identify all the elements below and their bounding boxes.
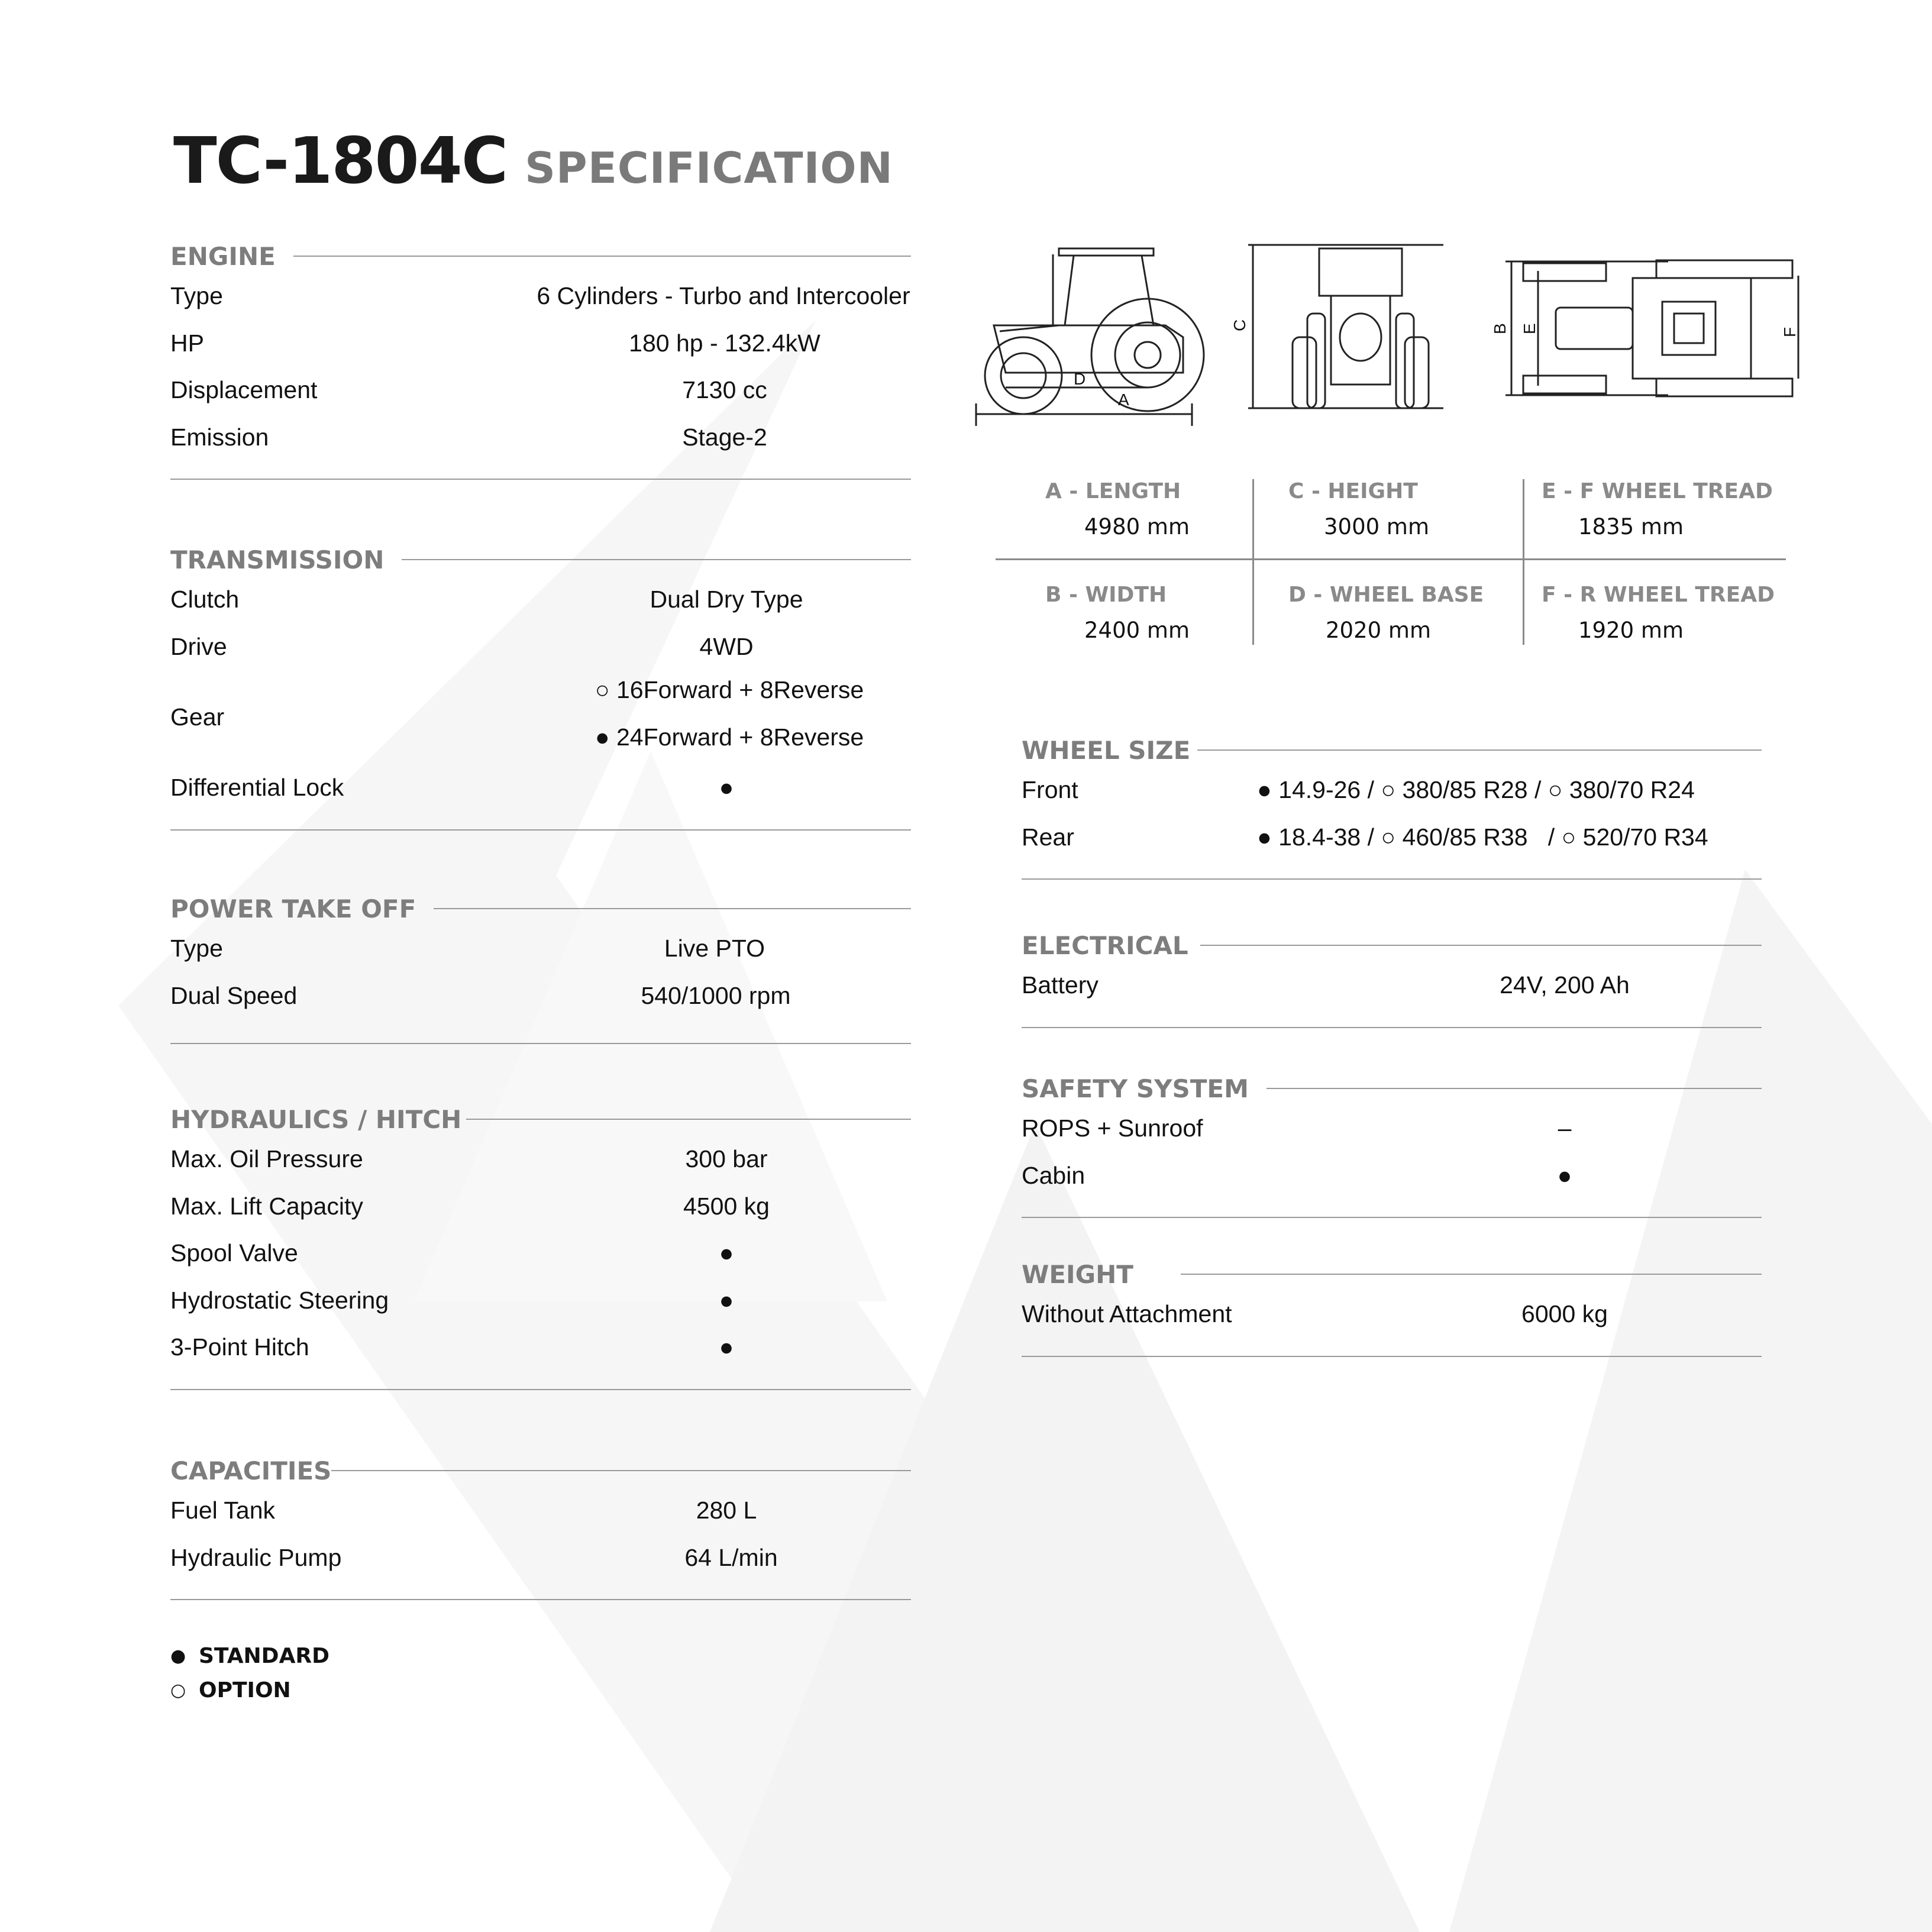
spec-value: 24V, 200 Ah	[1500, 971, 1630, 999]
spec-value: 6000 kg	[1521, 1300, 1608, 1328]
spec-label: Without Attachment	[1022, 1300, 1232, 1328]
dimension-key: D - WHEEL BASE	[1288, 583, 1484, 607]
spec-row	[1022, 767, 1762, 814]
dimension-key: C - HEIGHT	[1288, 479, 1418, 503]
spec-label: Max. Lift Capacity	[170, 1192, 363, 1220]
spec-row	[170, 764, 911, 812]
spec-row	[170, 414, 911, 461]
dimension-cell	[1542, 583, 1802, 660]
spec-value: 300 bar	[685, 1145, 768, 1173]
spec-value: ●	[719, 1333, 734, 1361]
spec-label: ROPS + Sunroof	[1022, 1114, 1203, 1142]
divider	[466, 1119, 911, 1120]
dimension-key: A - LENGTH	[1045, 479, 1181, 503]
section-heading: POWER TAKE OFF	[170, 894, 416, 923]
wheel-size-section	[1022, 734, 1762, 880]
transmission-section	[170, 543, 911, 831]
dim-label-f: F	[1781, 327, 1799, 337]
spec-value: Dual Dry Type	[650, 586, 803, 613]
spec-value: Stage-2	[682, 423, 767, 451]
spec-value: ● 14.9-26 / ○ 380/85 R28 / ○ 380/70 R24	[1257, 776, 1695, 804]
dimension-value: 3000 mm	[1324, 514, 1430, 539]
spec-label: HP	[170, 329, 204, 357]
spec-value: 64 L/min	[684, 1543, 778, 1571]
spec-row	[170, 576, 911, 623]
section-heading: WHEEL SIZE	[1022, 735, 1191, 765]
spec-label: Front	[1022, 776, 1078, 804]
section-heading: HYDRAULICS / HITCH	[170, 1104, 462, 1134]
pto-section	[170, 892, 911, 1044]
spec-label: Displacement	[170, 376, 318, 404]
legend	[170, 1639, 329, 1707]
legend-standard	[170, 1639, 329, 1673]
spec-value: –	[1558, 1114, 1572, 1142]
divider	[1022, 1027, 1762, 1028]
dimension-value: 2020 mm	[1326, 618, 1432, 643]
weight-section	[1022, 1258, 1762, 1357]
engine-section	[170, 240, 911, 480]
divider	[293, 256, 911, 257]
spec-value: ●	[719, 1286, 734, 1314]
divider	[1267, 1088, 1762, 1089]
divider	[1252, 479, 1254, 645]
option-circle-icon: ○	[170, 1679, 186, 1701]
spec-label: Max. Oil Pressure	[170, 1145, 363, 1173]
section-heading: CAPACITIES	[170, 1456, 332, 1485]
model-name: TC-1804C	[173, 124, 508, 198]
spec-row	[170, 367, 911, 414]
spec-value: ●	[719, 774, 734, 802]
legend-option	[170, 1673, 329, 1707]
section-heading: ELECTRICAL	[1022, 931, 1188, 960]
spec-row	[170, 1277, 911, 1324]
safety-section	[1022, 1072, 1762, 1218]
tractor-side-view-icon	[976, 248, 1204, 426]
dim-label-d: D	[1074, 370, 1086, 388]
divider	[170, 1043, 911, 1044]
divider	[434, 908, 911, 909]
tractor-front-view-icon	[1248, 245, 1443, 408]
spec-label: Clutch	[170, 586, 240, 613]
spec-label: Differential Lock	[170, 774, 344, 802]
gear-standard-value: ● 24Forward + 8Reverse	[595, 723, 864, 751]
gear-option-value: ○ 16Forward + 8Reverse	[595, 676, 864, 703]
spec-value: 540/1000 rpm	[641, 981, 791, 1009]
spec-row	[170, 925, 911, 973]
spec-label: Drive	[170, 632, 227, 660]
section-heading: WEIGHT	[1022, 1259, 1133, 1289]
section-heading: TRANSMISSION	[170, 545, 385, 574]
spec-value: 180 hp - 132.4kW	[629, 329, 820, 357]
spec-label: Rear	[1022, 823, 1074, 851]
spec-row	[170, 1324, 911, 1371]
dimension-value: 2400 mm	[1084, 618, 1190, 643]
dimension-cell	[1045, 479, 1306, 556]
divider	[1181, 1274, 1762, 1275]
tractor-top-view-icon	[1505, 260, 1798, 396]
hydraulics-section	[170, 1103, 911, 1390]
page-title	[173, 124, 893, 198]
divider	[1022, 878, 1762, 880]
standard-dot-icon: ●	[170, 1645, 186, 1666]
spec-row	[1022, 1152, 1762, 1200]
spec-label: Emission	[170, 423, 269, 451]
spec-row	[170, 670, 911, 764]
spec-value: 4WD	[699, 632, 754, 660]
spec-value: ● 18.4-38 / ○ 460/85 R38 / ○ 520/70 R34	[1257, 823, 1708, 851]
spec-value: 4500 kg	[683, 1192, 770, 1220]
spec-value: ●	[719, 1239, 734, 1267]
spec-label: Type	[170, 935, 223, 962]
spec-value: 280 L	[696, 1497, 757, 1524]
dim-label-c: C	[1230, 319, 1249, 331]
spec-value: ●	[1557, 1161, 1572, 1189]
spec-label: Battery	[1022, 971, 1099, 999]
spec-row	[170, 273, 911, 320]
spec-label: Fuel Tank	[170, 1497, 276, 1524]
spec-row	[170, 1230, 911, 1277]
capacities-section	[170, 1454, 911, 1600]
spec-heading: SPECIFICATION	[525, 143, 893, 193]
dimension-value: 1920 mm	[1578, 618, 1684, 643]
divider	[1022, 1356, 1762, 1357]
dimension-cell	[1542, 479, 1802, 556]
spec-label: Cabin	[1022, 1161, 1085, 1189]
spec-row	[170, 623, 911, 671]
spec-label: Hydraulic Pump	[170, 1543, 342, 1571]
divider	[170, 1389, 911, 1390]
spec-label: Spool Valve	[170, 1239, 298, 1267]
spec-value: Live PTO	[664, 935, 765, 962]
tractor-dimension-diagram	[970, 237, 1816, 426]
spec-row	[170, 1534, 911, 1582]
spec-row	[1022, 1291, 1762, 1338]
electrical-section	[1022, 929, 1762, 1028]
divider	[170, 1599, 911, 1600]
spec-label: 3-Point Hitch	[170, 1333, 309, 1361]
spec-row	[170, 320, 911, 367]
spec-row	[170, 973, 911, 1020]
spec-label: Gear	[170, 703, 225, 731]
section-heading: SAFETY SYSTEM	[1022, 1074, 1249, 1103]
spec-label: Type	[170, 282, 223, 310]
divider	[331, 1470, 911, 1471]
dimension-cell	[1288, 583, 1549, 660]
dim-label-a: A	[1118, 390, 1129, 409]
dim-label-e: E	[1520, 323, 1539, 334]
divider	[1523, 479, 1524, 645]
dimension-cell	[1045, 583, 1306, 660]
dimensions-table	[996, 473, 1786, 645]
dim-label-b: B	[1491, 323, 1509, 334]
dimension-cell	[1288, 479, 1549, 556]
spec-label: Dual Speed	[170, 981, 298, 1009]
dimension-key: F - R WHEEL TREAD	[1542, 583, 1775, 607]
legend-option-label: OPTION	[199, 1678, 291, 1702]
divider	[1197, 749, 1762, 751]
dimension-value: 1835 mm	[1578, 514, 1684, 539]
divider	[1022, 1217, 1762, 1218]
dimension-key: E - F WHEEL TREAD	[1542, 479, 1773, 503]
spec-row	[1022, 962, 1762, 1009]
spec-row	[170, 1487, 911, 1534]
spec-row	[1022, 1105, 1762, 1152]
spec-label: Hydrostatic Steering	[170, 1286, 389, 1314]
dimension-value: 4980 mm	[1084, 514, 1190, 539]
divider	[402, 559, 911, 560]
spec-row	[1022, 814, 1762, 861]
section-heading: ENGINE	[170, 241, 276, 271]
divider	[170, 479, 911, 480]
dimension-key: B - WIDTH	[1045, 583, 1167, 607]
legend-standard-label: STANDARD	[199, 1643, 330, 1668]
spec-value: 6 Cylinders - Turbo and Intercooler	[537, 282, 910, 310]
divider	[1200, 945, 1762, 946]
spec-row	[170, 1136, 911, 1183]
spec-value: 7130 cc	[682, 376, 767, 404]
divider	[170, 829, 911, 831]
divider	[996, 558, 1786, 560]
spec-row	[170, 1183, 911, 1230]
